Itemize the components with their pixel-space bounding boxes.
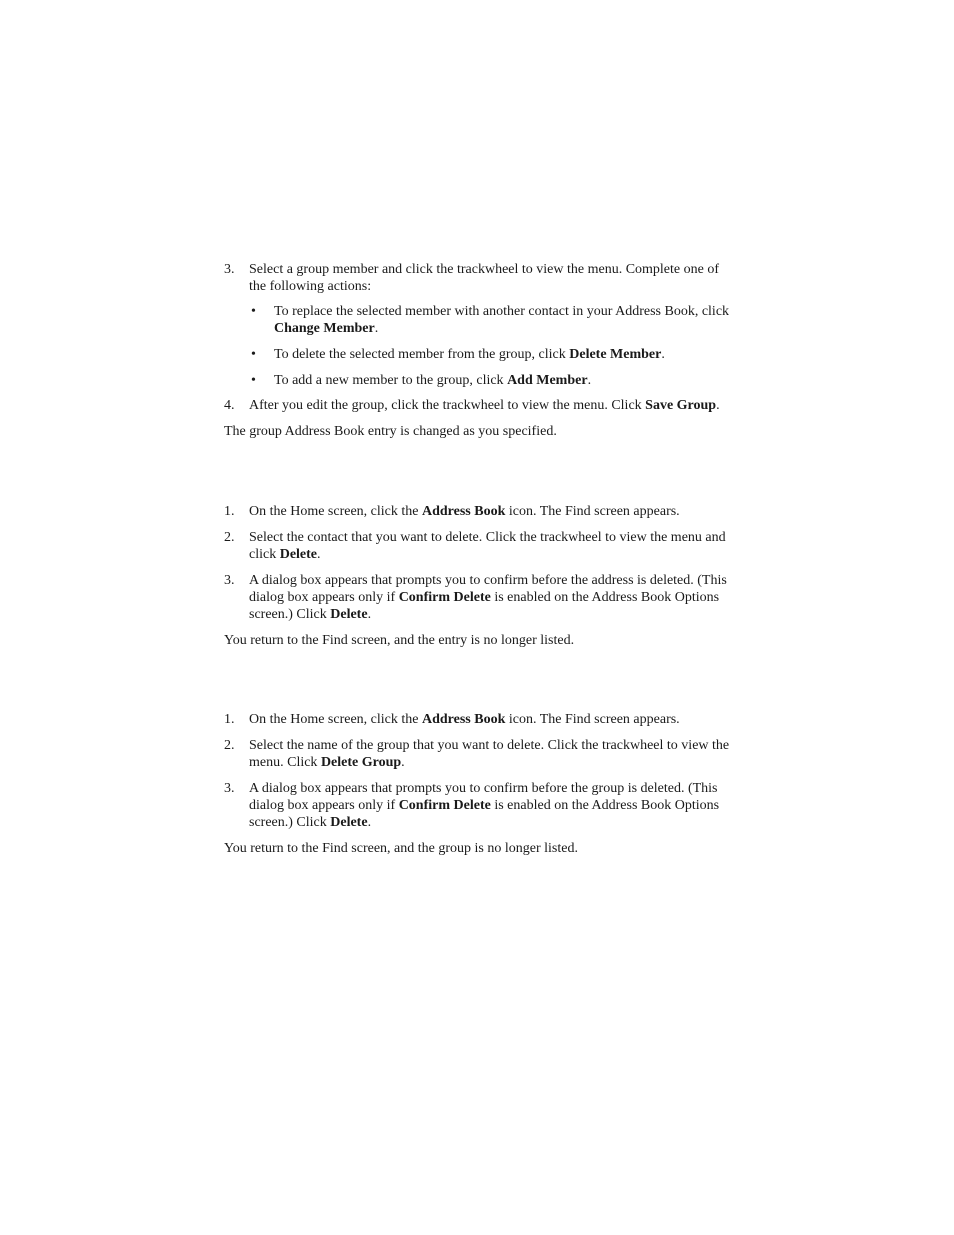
step-number: 1. [224, 504, 235, 519]
result-paragraph: You return to the Find screen, and the group is no longer listed. [224, 841, 578, 856]
step-number: 2. [224, 738, 235, 753]
delete-group-step-1: 1. On the Home screen, click the Address Book icon. The Find screen appears. [224, 712, 680, 727]
action-list [249, 303, 734, 389]
step-text: Select a group member and click the trackwheel to view the menu. Complete one of the following actions: [249, 262, 720, 294]
step-4-save-group: 4. After you edit the group, click the trackwheel to view the menu. Click Save Group. [224, 398, 720, 413]
step-number: 3. [224, 262, 235, 277]
ui-label-address-book: Address Book [422, 712, 506, 727]
step-number: 2. [224, 530, 235, 545]
ui-label-delete: Delete [330, 815, 368, 830]
step-3-select-member [224, 261, 734, 389]
delete-group-step-2: 2. Select the name of the group that you want to delete. Click the trackwheel to view the menu. Click Delete Group. [224, 738, 730, 770]
step-number: 3. [224, 781, 235, 796]
list-item: • To add a new member to the group, click Add Member. [251, 373, 592, 388]
ui-label-confirm-delete: Confirm Delete [398, 590, 491, 605]
delete-contact-step-3: 3. A dialog box appears that prompts you to confirm before the address is deleted. (This dialog box appears only if Confirm Delete is enabled on the Address Book Options screen.) Click Delete. [224, 573, 727, 622]
ui-label-address-book: Address Book [422, 504, 506, 519]
ui-label-delete: Delete [279, 547, 318, 562]
delete-contact-step-1: 1. On the Home screen, click the Address Book icon. The Find screen appears. [224, 504, 680, 519]
ui-label-save-group: Save Group [645, 398, 717, 413]
ui-label-delete-group: Delete Group [320, 755, 402, 770]
bullet-icon: • [251, 304, 256, 319]
step-number: 3. [224, 573, 235, 588]
document-page [224, 261, 734, 857]
ui-label-delete: Delete [330, 607, 368, 622]
step-number: 4. [224, 398, 235, 413]
bullet-icon: • [251, 347, 256, 362]
list-item: • To replace the selected member with another contact in your Address Book, click Change Member. [251, 304, 730, 336]
ui-label-add-member: Add Member [507, 373, 588, 388]
ui-label-delete-member: Delete Member [569, 347, 662, 362]
ui-label-confirm-delete: Confirm Delete [398, 798, 491, 813]
result-paragraph: The group Address Book entry is changed as you specified. [224, 424, 557, 439]
ui-label-change-member: Change Member [274, 321, 375, 336]
delete-contact-step-2: 2. Select the contact that you want to delete. Click the trackwheel to view the menu and click Delete. [224, 530, 726, 562]
bullet-icon: • [251, 373, 256, 388]
list-item: • To delete the selected member from the group, click Delete Member. [251, 347, 665, 362]
delete-group-step-3: 3. A dialog box appears that prompts you to confirm before the group is deleted. (This dialog box appears only if Confirm Delete is enabled on the Address Book Options screen.) Click Delete. [224, 781, 720, 830]
result-paragraph: You return to the Find screen, and the entry is no longer listed. [224, 633, 575, 648]
step-number: 1. [224, 712, 235, 727]
